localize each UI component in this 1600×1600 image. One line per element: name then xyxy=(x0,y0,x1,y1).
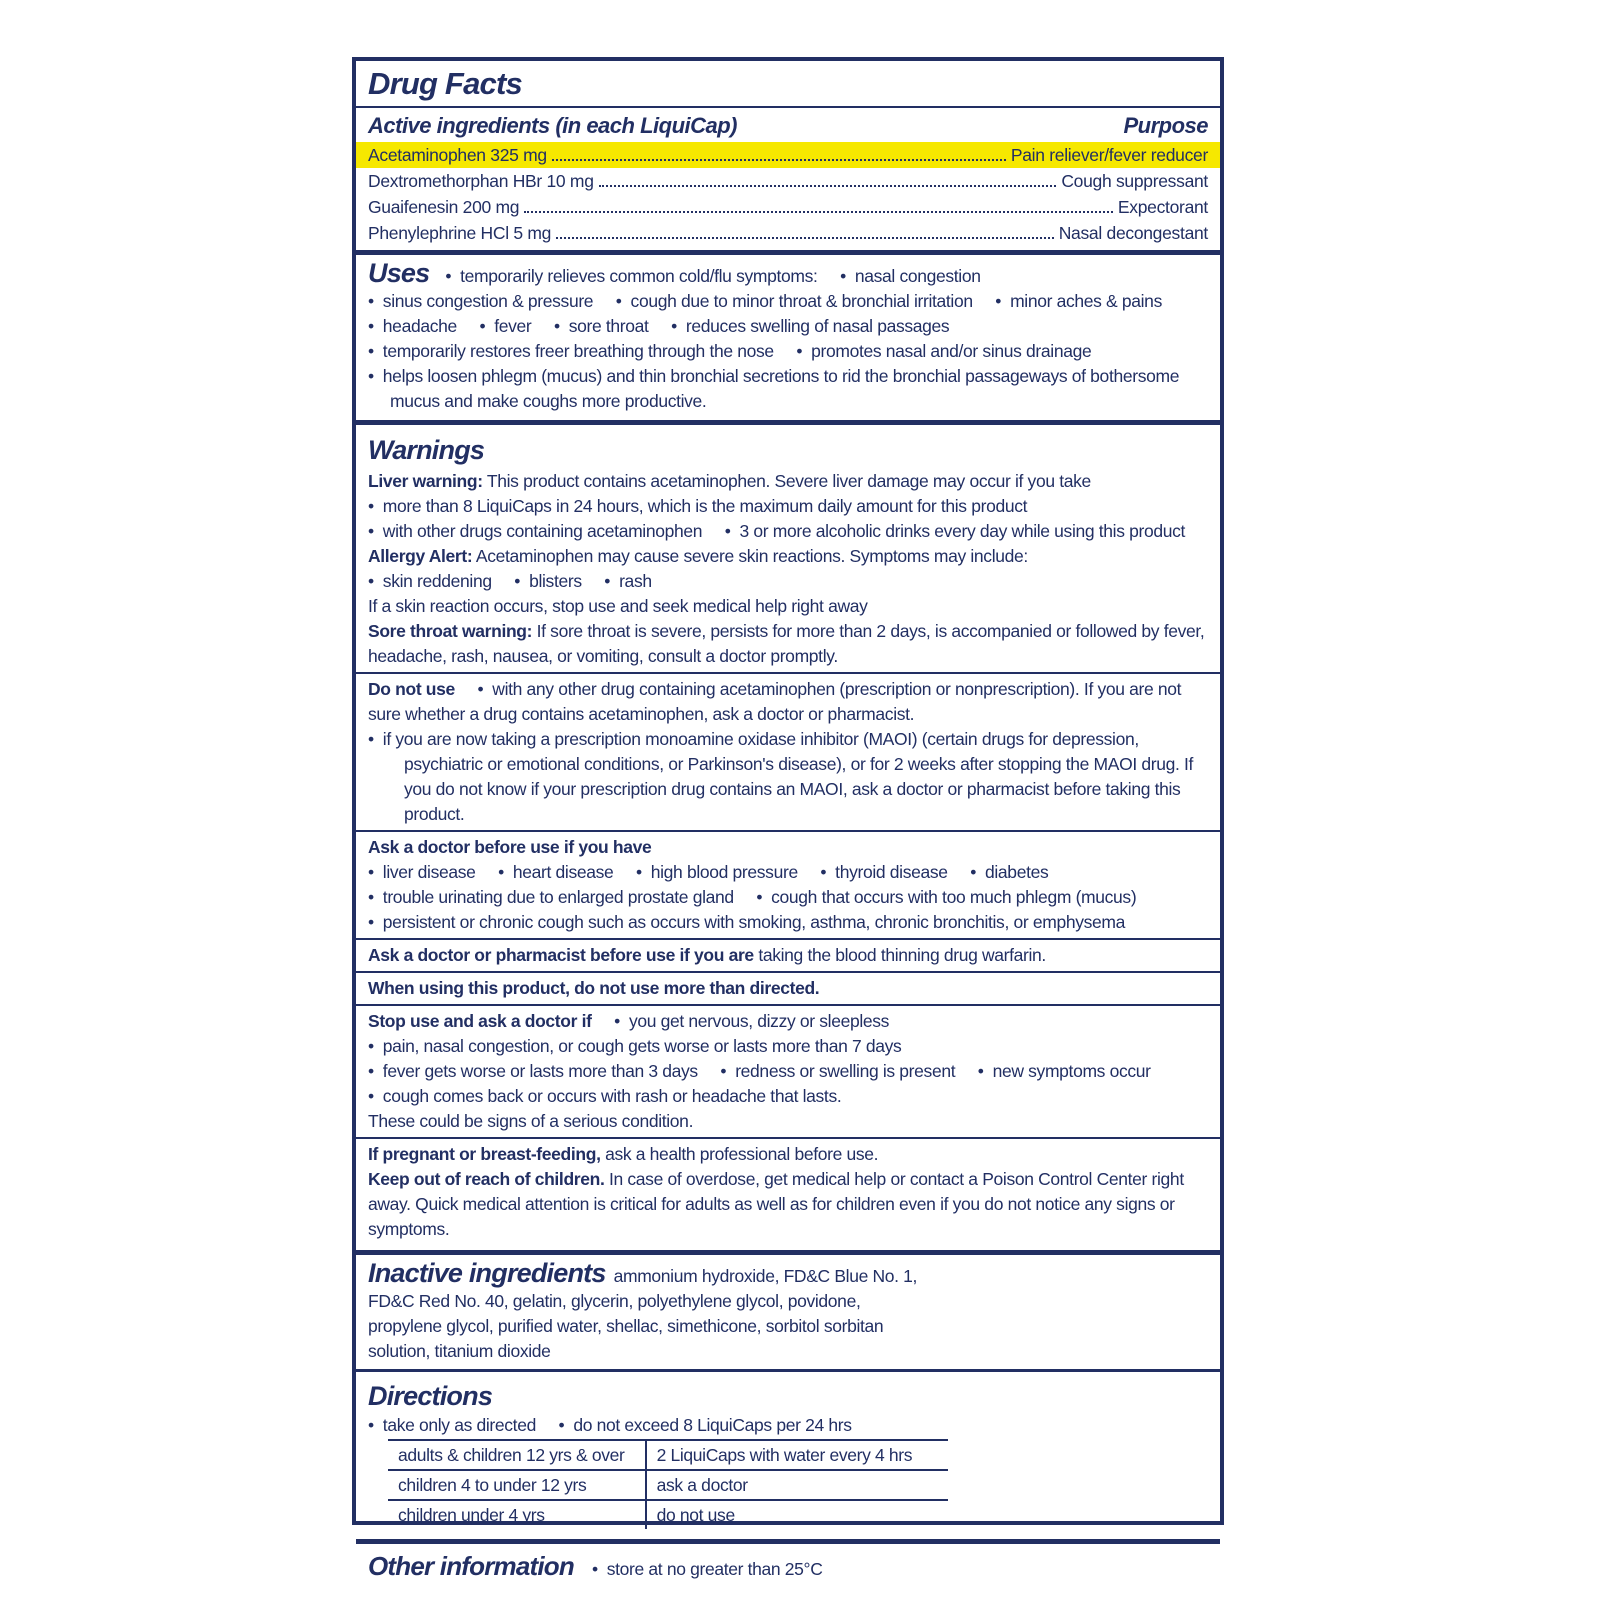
ingredient-purpose: Cough suppressant xyxy=(1061,171,1208,191)
bold-text: Allergy Alert: xyxy=(368,546,473,566)
active-ingredients-header xyxy=(368,109,1208,142)
text: taking the blood thinning drug warfarin. xyxy=(753,945,1046,965)
ingredient-row xyxy=(368,168,1208,194)
text: • with other drugs containing acetaminophen • 3 or more alcoholic drinks every day while using this product xyxy=(368,521,1186,541)
warnings-blocks xyxy=(368,467,1208,1244)
text-line xyxy=(368,494,1208,519)
other-information-heading: Other information xyxy=(368,1551,574,1581)
text-line xyxy=(368,835,1208,860)
dotted-leader xyxy=(524,211,1113,213)
text: • with any other drug containing acetaminophen (prescription or nonprescription). If you are not sure whether a drug contains acetaminophen, ask a doctor or pharmacist. xyxy=(368,679,1186,724)
text-line xyxy=(368,1142,1208,1167)
ingredient-row xyxy=(368,220,1208,246)
text: • skin reddening • blisters • rash xyxy=(368,571,652,591)
bold-text: Do not use xyxy=(368,679,455,699)
dotted-leader xyxy=(552,159,1006,161)
warnings-block xyxy=(368,974,1208,1003)
text: This product contains acetaminophen. Severe liver damage may occur if you take xyxy=(482,471,1091,491)
text: • trouble urinating due to enlarged prostate gland • cough that occurs with too much phlegm (mucus) xyxy=(368,887,1137,907)
text: • pain, nasal congestion, or cough gets worse or lasts more than 7 days xyxy=(368,1036,902,1056)
dosage-table-row xyxy=(388,1470,948,1500)
text-line xyxy=(368,1034,1208,1059)
dotted-leader xyxy=(556,237,1054,239)
bold-text: Sore throat warning: xyxy=(368,621,533,641)
dosage-table xyxy=(388,1439,948,1529)
bold-text: Liver warning: xyxy=(368,471,483,491)
text: • take only as directed • do not exceed 8 LiquiCaps per 24 hrs xyxy=(368,1415,852,1435)
warnings-block xyxy=(368,1007,1208,1136)
divider xyxy=(356,106,1220,108)
drug-facts-title: Drug Facts xyxy=(368,66,522,101)
text-line xyxy=(368,544,1208,569)
text-line xyxy=(368,314,1208,339)
text-line xyxy=(368,519,1208,544)
text: • more than 8 LiquiCaps in 24 hours, which is the maximum daily amount for this product xyxy=(368,496,1028,516)
text-line xyxy=(368,1167,1208,1242)
ingredient-name: Acetaminophen 325 mg xyxy=(368,145,547,165)
dotted-leader xyxy=(599,185,1057,187)
bold-text: Stop use and ask a doctor if xyxy=(368,1011,592,1031)
text: • you get nervous, dizzy or sleepless xyxy=(591,1011,890,1031)
directions-line xyxy=(368,1413,1208,1438)
divider xyxy=(356,672,1220,674)
text: • fever gets worse or lasts more than 3 days • redness or swelling is present • new symptoms occur xyxy=(368,1061,1151,1081)
dosage-table-cell: 2 LiquiCaps with water every 4 hrs xyxy=(646,1440,948,1470)
section-divider xyxy=(356,1369,1220,1372)
warnings-section xyxy=(368,429,1208,1246)
text-line xyxy=(368,727,1208,827)
inactive-ingredients-section xyxy=(368,1259,933,1366)
dosage-table-cell: do not use xyxy=(646,1500,948,1529)
text-line xyxy=(368,885,1208,910)
text: • if you are now taking a prescription monoamine oxidase inhibitor (MAOI) (certain drugs for depression, psychiatric or emotional conditions, or Parkinson's disease), or for 2 weeks after stopping the MAOI drug. If you do not know if your prescription drug contains an MAOI, ask a doctor or pharmacist before taking this product. xyxy=(368,729,1198,824)
text-line xyxy=(368,1059,1208,1084)
text-line xyxy=(368,677,1208,727)
ingredient-name: Guaifenesin 200 mg xyxy=(368,197,520,217)
section-divider xyxy=(356,1539,1220,1544)
section-divider xyxy=(356,420,1220,425)
text: In case of overdose, get medical help or contact a Poison Control Center right away. Quick medical attention is critical for adults as well as for children even if you do not notice any signs or symptoms. xyxy=(368,1169,1189,1239)
text: ask a health professional before use. xyxy=(600,1144,879,1164)
text: If a skin reaction occurs, stop use and seek medical help right away xyxy=(368,596,868,616)
dosage-table-cell: adults & children 12 yrs & over xyxy=(388,1440,646,1470)
text-line xyxy=(368,469,1208,494)
text-line xyxy=(368,364,1208,414)
text: • temporarily relieves common cold/flu symptoms: • nasal congestion xyxy=(445,266,981,286)
text: • liver disease • heart disease • high blood pressure • thyroid disease • diabetes xyxy=(368,862,1049,882)
section-divider xyxy=(356,1250,1220,1255)
text-line xyxy=(368,619,1208,669)
ingredient-row xyxy=(356,142,1220,168)
divider xyxy=(356,1004,1220,1006)
text: These could be signs of a serious condition. xyxy=(368,1111,694,1131)
text-line xyxy=(368,339,1208,364)
ingredient-purpose: Expectorant xyxy=(1117,197,1208,217)
text: If sore throat is severe, persists for more than 2 days, is accompanied or followed by fever, headache, rash, nausea, or vomiting, consult a doctor promptly. xyxy=(368,621,1209,666)
text-line xyxy=(368,1109,1208,1134)
ingredient-purpose: Pain reliever/fever reducer xyxy=(1010,145,1208,165)
text: • headache • fever • sore throat • reduces swelling of nasal passages xyxy=(368,316,950,336)
text: • cough comes back or occurs with rash or headache that lasts. xyxy=(368,1086,842,1106)
warnings-block xyxy=(368,833,1208,937)
bold-text: Ask a doctor before use if you have xyxy=(368,837,652,857)
divider xyxy=(356,938,1220,940)
dosage-table-cell: ask a doctor xyxy=(646,1470,948,1500)
text-line xyxy=(368,594,1208,619)
dosage-table-row xyxy=(388,1440,948,1470)
dosage-table-cell: children 4 to under 12 yrs xyxy=(388,1470,646,1500)
bold-text: If pregnant or breast-feeding, xyxy=(368,1144,601,1164)
ingredient-name: Dextromethorphan HBr 10 mg xyxy=(368,171,594,191)
directions-section xyxy=(368,1375,1208,1535)
divider xyxy=(356,1137,1220,1139)
text-line xyxy=(368,976,1208,1001)
inactive-ingredients-text: ammonium hydroxide, FD&C Blue No. 1, FD&C Red No. 40, gelatin, glycerin, polyethylene glycol, povidone, propylene glycol, purified water, shellac, simethicone, sorbitol sorbitan solution, titanium dioxide xyxy=(368,1266,922,1361)
directions-heading: Directions xyxy=(368,1381,493,1411)
text-line xyxy=(368,569,1208,594)
text-line xyxy=(368,860,1208,885)
warnings-block xyxy=(368,467,1208,671)
bold-text: When using this product, do not use more than directed. xyxy=(368,978,820,998)
other-information-text: • store at no greater than 25°C xyxy=(591,1559,823,1579)
divider xyxy=(356,830,1220,832)
uses-heading: Uses xyxy=(368,258,430,288)
warnings-heading: Warnings xyxy=(368,435,485,465)
bold-text: Keep out of reach of children. xyxy=(368,1169,605,1189)
divider xyxy=(356,971,1220,973)
text-line xyxy=(368,943,1208,968)
inactive-ingredients-heading: Inactive ingredients xyxy=(368,1258,606,1288)
uses-section xyxy=(368,259,1208,416)
ingredient-row xyxy=(368,194,1208,220)
warnings-block xyxy=(368,941,1208,970)
dosage-table-body xyxy=(388,1440,948,1529)
purpose-heading: Purpose xyxy=(1123,113,1208,138)
text: Acetaminophen may cause severe skin reactions. Symptoms may include: xyxy=(472,546,1028,566)
other-information-section xyxy=(368,1548,1208,1584)
text: • sinus congestion & pressure • cough due to minor throat & bronchial irritation • minor aches & pains xyxy=(368,291,1162,311)
uses-lines xyxy=(368,289,1208,414)
text: • temporarily restores freer breathing through the nose • promotes nasal and/or sinus drainage xyxy=(368,341,1092,361)
drug-facts-label xyxy=(352,57,1224,1581)
active-ingredients-heading: Active ingredients (in each LiquiCap) xyxy=(368,113,738,138)
ingredient-purpose: Nasal decongestant xyxy=(1058,223,1208,243)
text-line xyxy=(368,1084,1208,1109)
section-divider xyxy=(356,250,1220,255)
text: • persistent or chronic cough such as occurs with smoking, asthma, chronic bronchitis, or emphysema xyxy=(368,912,1126,932)
text-line xyxy=(368,1009,1208,1034)
ingredient-name: Phenylephrine HCl 5 mg xyxy=(368,223,552,243)
text-line xyxy=(368,910,1208,935)
active-ingredients-rows xyxy=(368,142,1208,246)
text-line xyxy=(368,289,1208,314)
text: • helps loosen phlegm (mucus) and thin bronchial secretions to rid the bronchial passageways of bothersome mucus and make coughs more productive. xyxy=(368,366,1184,411)
warnings-block xyxy=(368,1140,1208,1244)
dosage-table-cell: children under 4 yrs xyxy=(388,1500,646,1529)
bold-text: Ask a doctor or pharmacist before use if you are xyxy=(368,945,754,965)
dosage-table-row xyxy=(388,1500,948,1529)
uses-first-text xyxy=(445,266,980,286)
warnings-block xyxy=(368,675,1208,829)
uses-first-line xyxy=(368,258,1208,289)
